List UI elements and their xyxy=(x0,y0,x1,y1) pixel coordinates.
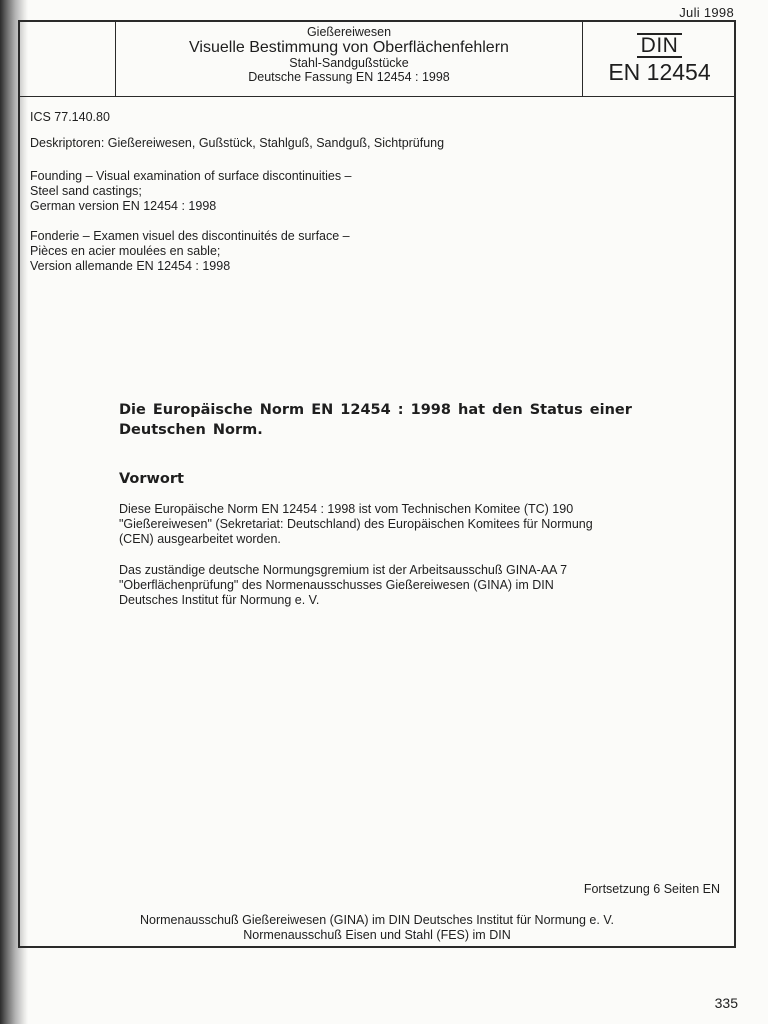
committee-line: Normenausschuß Gießereiwesen (GINA) im DIN Deutsches Institut für Normung e. V. xyxy=(139,913,614,927)
paragraph-line: Deutsches Institut für Normung e. V. xyxy=(119,593,320,607)
status-line: Deutschen Norm. xyxy=(119,422,263,438)
header-category: Gießereiwesen xyxy=(306,25,392,39)
document-subtitle: Stahl-Sandgußstücke xyxy=(289,56,409,70)
english-title-block xyxy=(30,169,352,214)
document-title: Visuelle Bestimmung von Oberflächenfehlern xyxy=(189,39,509,56)
header-table xyxy=(20,22,734,97)
foreword-paragraph-2 xyxy=(119,563,649,608)
status-statement xyxy=(119,400,649,440)
descriptors: Deskriptoren: Gießereiwesen, Gußstück, Stahlguß, Sandguß, Sichtprüfung xyxy=(30,136,445,150)
paragraph-line: Das zuständige deutsche Normungsgremium ist der Arbeitsausschuß GINA-AA 7 xyxy=(119,563,568,577)
english-title-line: Founding – Visual examination of surface discontinuities – xyxy=(30,169,352,183)
header-left-cell xyxy=(20,22,116,96)
standard-cover-frame xyxy=(18,20,736,948)
french-title-line: Pièces en acier moulées en sable; xyxy=(30,244,221,258)
french-title-block xyxy=(30,229,350,274)
foreword-paragraph-1 xyxy=(119,502,649,547)
paragraph-line: (CEN) ausgearbeitet worden. xyxy=(119,532,281,546)
paragraph-line: "Oberflächenprüfung" des Normenausschusses Gießereiwesen (GINA) im DIN xyxy=(119,578,554,592)
din-logo: DIN xyxy=(637,33,683,58)
standard-number: EN 12454 xyxy=(608,59,711,85)
page-number: 335 xyxy=(714,995,738,1011)
header-din-cell xyxy=(583,22,736,96)
paragraph-line: Diese Europäische Norm EN 12454 : 1998 ist vom Technischen Komitee (TC) 190 xyxy=(119,502,574,516)
paragraph-line: "Gießereiwesen" (Sekretariat: Deutschland) des Europäischen Komitees für Normung xyxy=(119,517,593,531)
foreword-heading: Vorwort xyxy=(119,471,184,487)
english-title-line: German version EN 12454 : 1998 xyxy=(30,199,217,213)
english-title-line: Steel sand castings; xyxy=(30,184,142,198)
committee-line: Normenausschuß Eisen und Stahl (FES) im DIN xyxy=(243,928,511,942)
header-title-cell xyxy=(116,22,583,96)
continuation-note: Fortsetzung 6 Seiten EN xyxy=(583,882,720,896)
document-version: Deutsche Fassung EN 12454 : 1998 xyxy=(248,70,450,84)
committee-footer xyxy=(20,913,734,943)
french-title-line: Version allemande EN 12454 : 1998 xyxy=(30,259,231,273)
status-line: Die Europäische Norm EN 12454 : 1998 hat den Status einer xyxy=(119,402,632,418)
french-title-line: Fonderie – Examen visuel des discontinuités de surface – xyxy=(30,229,350,243)
publication-date: Juli 1998 xyxy=(679,5,734,20)
ics-code: ICS 77.140.80 xyxy=(30,110,110,124)
